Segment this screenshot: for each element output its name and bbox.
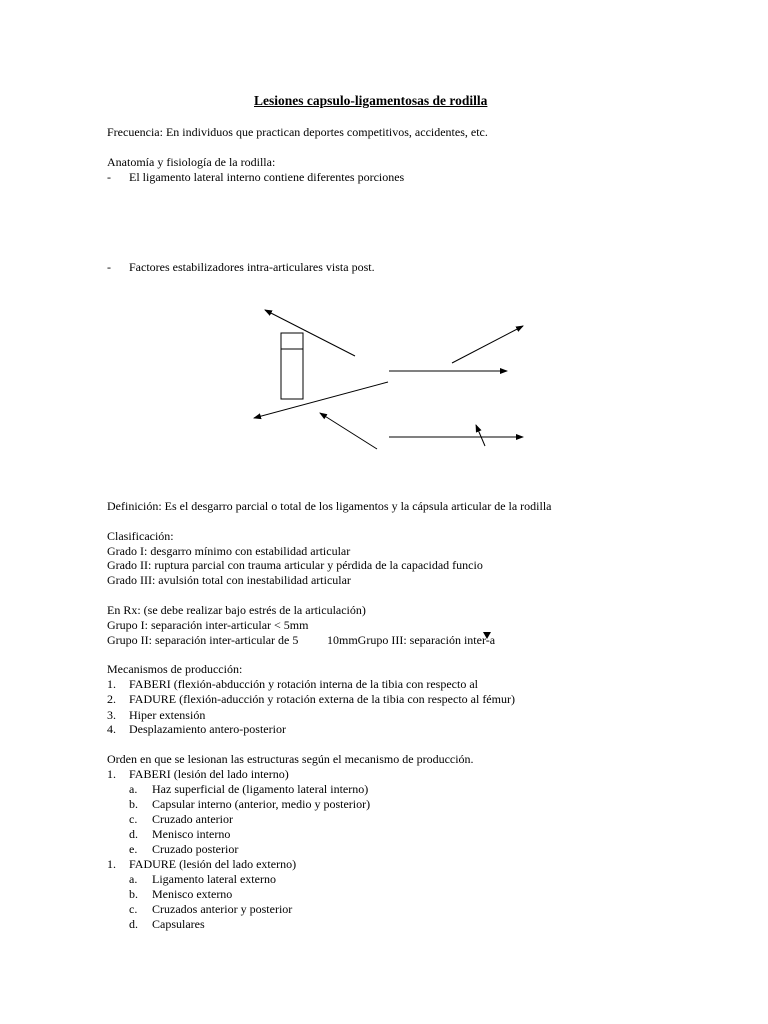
list-letter: c. [129,902,138,916]
list-item: Cruzados anterior y posterior [152,902,293,916]
mecanismo-fadure: FADURE (flexión-aducción y rotación externa de la tibia con respecto al fémur) [129,692,515,706]
list-item: Capsulares [152,917,205,931]
orden-fadure-num: 1. [107,857,116,871]
diagram-arrow [452,326,523,363]
list-item: Capsular interno (anterior, medio y posterior) [152,797,371,811]
list-item: Cruzado anterior [152,812,233,826]
list-letter: a. [129,872,138,886]
mecanismo-num: 3. [107,708,116,722]
definicion-text: Definición: Es el desgarro parcial o total de los ligamentos y la cápsula articular de la rodilla [107,499,552,513]
list-letter: d. [129,917,138,931]
rx-grupo-3: 10mmGrupo III: separación inter-a [327,633,496,647]
anatomia-item-factores: Factores estabilizadores intra-articulares vista post. [129,260,375,274]
diagram-arrow [320,413,377,449]
rx-grupo-1: Grupo I: separación inter-articular < 5mm [107,618,309,632]
frecuencia-text: Frecuencia: En individuos que practican deportes competitivos, accidentes, etc. [107,125,488,139]
list-letter: a. [129,782,138,796]
list-letter: e. [129,842,138,856]
grado-1: Grado I: desgarro mínimo con estabilidad articular [107,544,351,558]
mecanismo-faberi: FABERI (flexión-abducción y rotación interna de la tibia con respecto al [129,677,478,691]
list-letter: c. [129,812,138,826]
diagram-arrow [476,425,485,446]
mecanismos-heading: Mecanismos de producción: [107,662,243,676]
grado-2: Grado II: ruptura parcial con trauma articular y pérdida de la capacidad funcio [107,558,483,572]
list-item: Cruzado posterior [152,842,239,856]
grado-3: Grado III: avulsión total con inestabilidad articular [107,573,351,587]
anatomia-item-ligamento: El ligamento lateral interno contiene diferentes porciones [129,170,405,184]
list-letter: d. [129,827,138,841]
orden-fadure-label: FADURE (lesión del lado externo) [129,857,297,871]
list-item: Menisco interno [152,827,231,841]
anatomia-heading: Anatomía y fisiología de la rodilla: [107,155,276,169]
diagram-arrow [265,310,355,356]
mecanismo-hiperextension: Hiper extensión [129,708,206,722]
page-title: Lesiones capsulo-ligamentosas de rodilla [254,93,488,108]
orden-faberi-label: FABERI (lesión del lado interno) [129,767,289,781]
rx-heading: En Rx: (se debe realizar bajo estrés de la articulación) [107,603,366,617]
mecanismo-num: 2. [107,692,116,706]
anatomia-bullet: - [107,170,111,184]
mecanismo-num: 1. [107,677,116,691]
rx-grupo-2: Grupo II: separación inter-articular de 5 [107,633,299,647]
list-letter: b. [129,797,138,811]
orden-heading: Orden en que se lesionan las estructuras según el mecanismo de producción. [107,752,474,766]
list-item: Ligamento lateral externo [152,872,276,886]
mecanismo-num: 4. [107,722,116,736]
list-letter: b. [129,887,138,901]
clasificacion-heading: Clasificación: [107,529,174,543]
diagram-arrow [254,382,388,418]
mecanismo-desplazamiento: Desplazamiento antero-posterior [129,722,286,736]
list-item: Haz superficial de (ligamento lateral interno) [152,782,369,796]
list-item: Menisco externo [152,887,233,901]
anatomia-bullet: - [107,260,111,274]
diagram-box [281,333,303,399]
orden-faberi-num: 1. [107,767,116,781]
